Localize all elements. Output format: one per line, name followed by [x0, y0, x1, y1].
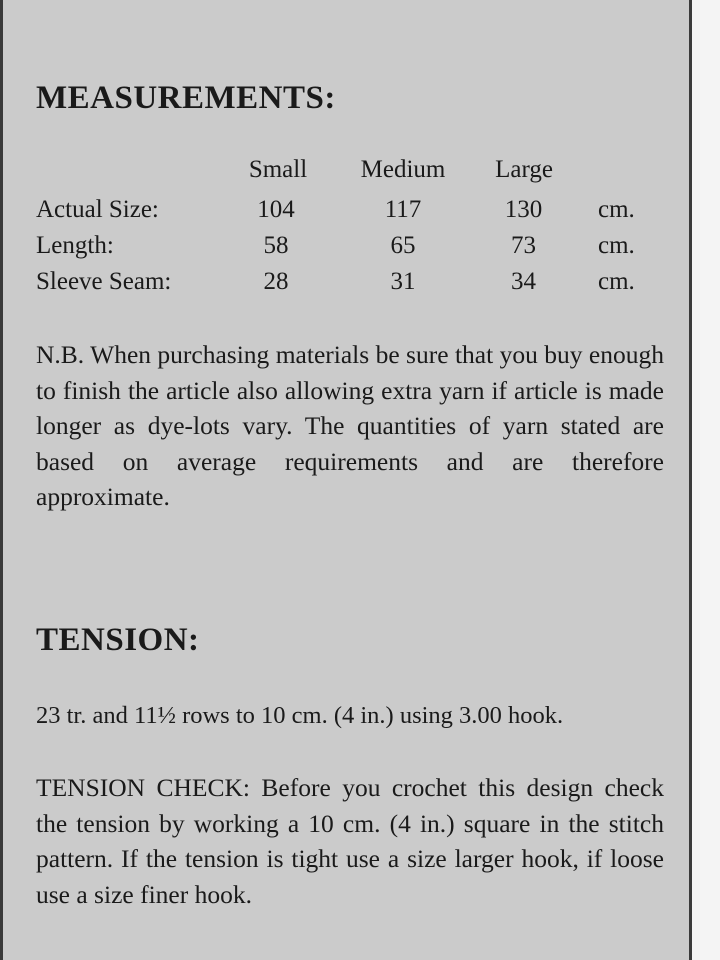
value-large: 73	[511, 232, 536, 259]
value-medium: 117	[384, 196, 422, 223]
size-header-row	[36, 156, 656, 190]
tension-check-text: TENSION CHECK: Before you crochet this design check the tension by working a 10 cm. (4 in.) square in the stitch pattern. If the tension is tight use a size larger hook, if loose use a size finer hook.	[36, 773, 664, 909]
value-medium: 31	[390, 268, 416, 295]
value-large: 34	[511, 268, 536, 295]
tension-gauge-text: 23 tr. and 11½ rows to 10 cm. (4 in.) using 3.00 hook.	[36, 702, 564, 729]
size-header-medium: Medium	[360, 156, 446, 183]
page-edge-margin	[692, 0, 720, 960]
value-small: 104	[257, 196, 295, 223]
size-header-small: Small	[248, 156, 308, 183]
unit: cm.	[598, 232, 635, 259]
value-small: 58	[263, 232, 289, 259]
row-label: Actual Size:	[36, 196, 159, 223]
value-small: 28	[263, 268, 289, 295]
measurement-row-actual-size	[36, 196, 656, 230]
unit: cm.	[598, 268, 635, 295]
unit: cm.	[598, 196, 635, 223]
row-label: Sleeve Seam:	[36, 268, 172, 295]
value-large: 130	[504, 196, 543, 223]
tension-heading: TENSION:	[36, 622, 200, 658]
purchasing-note: N.B. When purchasing materials be sure that you buy enough to finish the article also allowing extra yarn if article is made longer as dye-lots vary. The quantities of yarn stated are based on average requirements and are therefore approximate.	[36, 340, 664, 511]
measurements-heading: MEASUREMENTS:	[36, 80, 336, 116]
measurement-row-sleeve-seam	[36, 268, 656, 302]
size-header-large: Large	[495, 156, 553, 183]
measurement-row-length	[36, 232, 656, 266]
row-label: Length:	[36, 232, 114, 259]
value-medium: 65	[390, 232, 416, 259]
